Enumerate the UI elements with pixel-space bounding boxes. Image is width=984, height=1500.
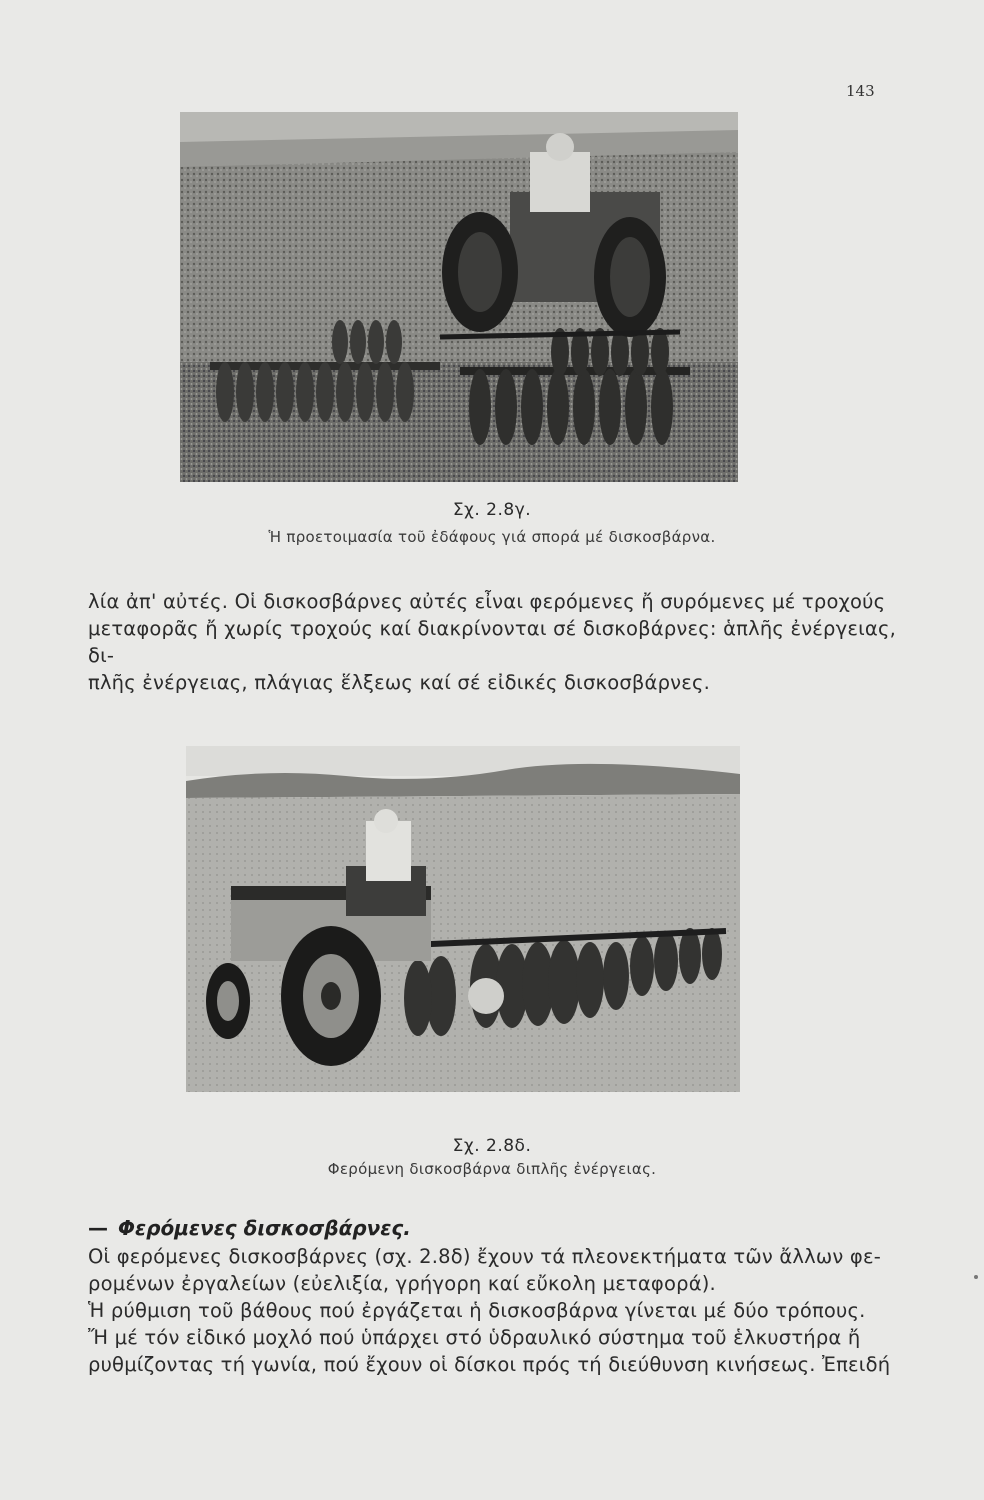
section-heading xyxy=(88,1216,411,1240)
text-line: λία ἀπ' αὐτές. Οἱ δισκοσβάρνες αὐτές εἶναι φερόμενες ἤ συρόμενες μέ τροχούς xyxy=(88,590,886,613)
text-line: Ἤ μέ τόν εἰδικό μοχλό πού ὑπάρχει στό ὑδραυλικό σύστημα τοῦ ἑλκυστήρα ἤ xyxy=(88,1326,861,1349)
figure-2-8d-caption: Φερόμενη δισκοσβάρνα διπλῆς ἐνέργειας. xyxy=(327,1160,657,1178)
text-line: ρυθμίζοντας τή γωνία, πού ἔχουν οἱ δίσκοι πρός τή διεύθυνση κινήσεως. Ἐπειδή xyxy=(88,1353,891,1376)
figure-2-8d-label: Σχ. 2.8δ. xyxy=(452,1136,532,1156)
print-speck xyxy=(974,1275,978,1279)
text-line: πλῆς ἐνέργειας, πλάγιας ἕλξεως καί σέ εἰδικές δισκοσβάρνες. xyxy=(88,671,711,694)
text-line: Ἡ ρύθμιση τοῦ βάθους πού ἐργάζεται ἡ δισκοσβάρνα γίνεται μέ δύο τρόπους. xyxy=(88,1299,866,1322)
paragraph-disc-harrow-types xyxy=(88,588,896,696)
figure-2-8d-photo xyxy=(186,746,740,1092)
text-line: ρομένων ἐργαλείων (εὐελιξία, γρήγορη καί εὔκολη μεταφορά). xyxy=(88,1272,716,1295)
heading-text: Φερόμενες δισκοσβάρνες. xyxy=(118,1216,411,1240)
page-number: 143 xyxy=(846,82,875,100)
text-line: μεταφορᾶς ἤ χωρίς τροχούς καί διακρίνονται σέ δισκοβάρνες: ἁπλῆς ἐνέργειας, δι- xyxy=(88,617,896,667)
figure-2-8g-label: Σχ. 2.8γ. xyxy=(452,500,532,520)
paragraph-mounted-harrows xyxy=(88,1243,896,1378)
figure-2-8g-caption: Ἡ προετοιμασία τοῦ ἐδάφους γιά σπορά μέ δισκοσβάρνα. xyxy=(268,528,716,546)
heading-dash: — xyxy=(88,1216,108,1240)
figure-2-8g-photo xyxy=(180,112,738,482)
text-line: Οἱ φερόμενες δισκοσβάρνες (σχ. 2.8δ) ἔχουν τά πλεονεκτήματα τῶν ἄλλων φε- xyxy=(88,1245,881,1268)
